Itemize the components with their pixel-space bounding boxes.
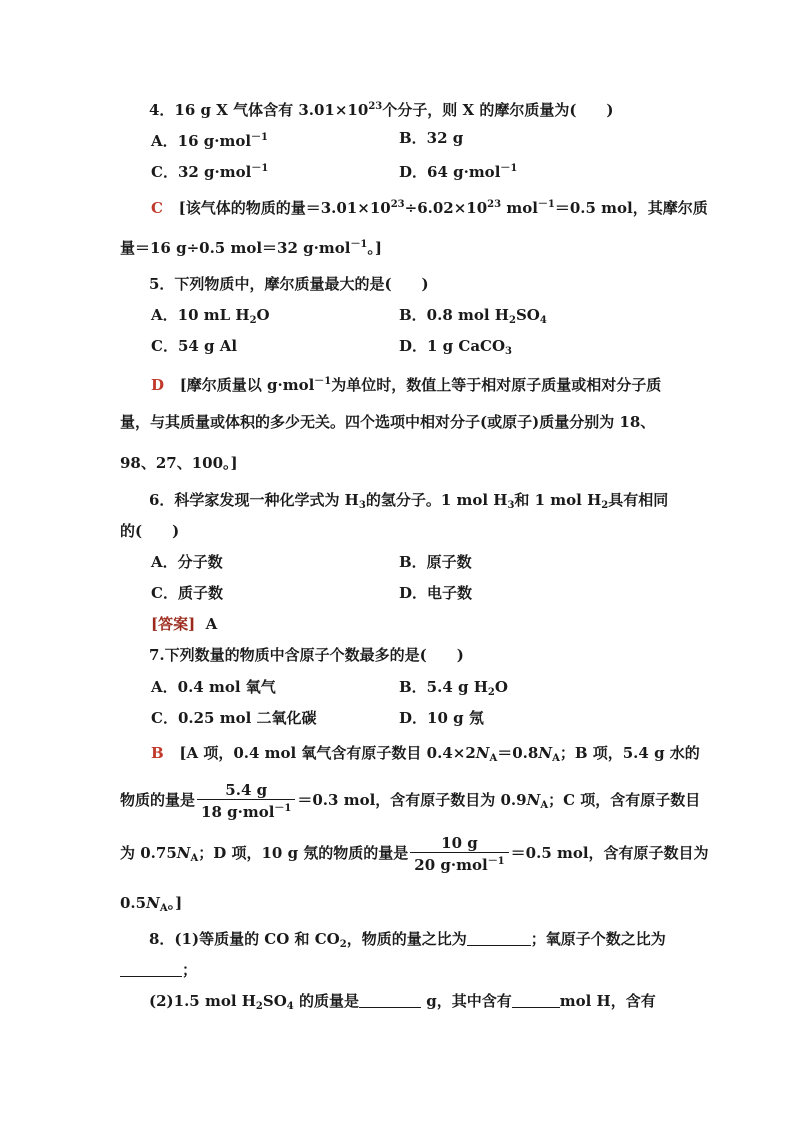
q6-option-a: A．分子数 <box>151 553 223 571</box>
q5-explanation-line1: D [摩尔质量以 g·mol$^{-1}$为单位时，数值上等于相对原子质量或相对分子质 <box>151 376 662 394</box>
q5-explanation-line2: 量，与其质量或体积的多少无关。四个选项中相对分子(或原子)质量分别为 18、 <box>120 413 656 431</box>
q4-option-c: C．32 g·mol$^{-1}$ <box>151 163 269 181</box>
q7-stem: 7.下列数量的物质中含原子个数最多的是( ) <box>149 646 464 664</box>
q8-line2: ； <box>120 960 197 980</box>
q5-option-d: D．1 g CaCO$_3$ <box>399 337 513 357</box>
fraction: $\frac{5.4 g}{18 g\cdot mol^{-1}}$ <box>197 781 295 821</box>
q6-option-d: D．电子数 <box>399 584 473 602</box>
q5-option-a: A．10 mL $H_2O$ <box>151 306 270 326</box>
q4-explanation-line2: 量＝16 g÷0.5 mol＝32 g·mol$^{-1}$。] <box>120 239 383 257</box>
q6-option-c: C．质子数 <box>151 584 223 602</box>
q4-explanation-line1: C [该气体的物质的量$=3.01\times 10^{23}\div 6.02\times 10^{23}$ mol$^{-1}$＝0.5 mol，其摩尔质 <box>151 199 708 217</box>
q7-option-c: C．0.25 mol 二氧化碳 <box>151 709 317 727</box>
q4-stem: 4．16 g X 气体含有 $3.01\times 10^{23}$个分子，则 X 的摩尔质量为( ) <box>149 101 614 119</box>
answer-label: [答案] <box>151 615 196 633</box>
q4-option-a: A．16 g·mol$^{-1}$ <box>151 132 268 150</box>
q8-line1: 8．(1)等质量的 CO 和 $CO_2$，物质的量之比为 ；氧原子个数之比为 <box>149 930 666 950</box>
answer-blank[interactable] <box>512 992 560 1008</box>
q5-explanation-line3: 98、27、100。] <box>120 454 238 472</box>
q7-option-d: D．10 g 氖 <box>399 709 484 727</box>
q6-option-b: B．原子数 <box>399 553 472 571</box>
answer-blank[interactable] <box>467 930 531 946</box>
q4-answer: C <box>151 199 163 217</box>
q7-option-b: B．5.4 g $H_2O$ <box>399 678 508 698</box>
q6-stem-line2: 的( ) <box>120 522 180 540</box>
q5-option-c: C．54 g Al <box>151 337 238 355</box>
q7-explanation-line1: B [A 项，0.4 mol 氧气含有原子数目 $0.4\times 2N_A=0.8N_A$；B 项，5.4 g 水的 <box>151 744 700 764</box>
q7-explanation-line2: 物质的量是 $\frac{5.4 g}{18 g\cdot mol^{-1}}$ ＝0.3 mol，含有原子数目为 $0.9N_A$；C 项，含有原子数目 <box>120 781 701 821</box>
q6-answer: [答案] A <box>151 615 218 633</box>
q8-line3: (2)1.5 mol $H_2SO_4$ 的质量是 g，其中含有 mol H，含有 <box>149 992 656 1012</box>
q4-option-b: B．32 g <box>399 129 464 147</box>
q7-explanation-line3: 为 $0.75N_A$；D 项，10 g 氖的物质的量是 $\frac{10 g}{20 g\cdot mol^{-1}}$ ＝0.5 mol，含有原子数目为 <box>120 834 709 874</box>
q5-option-b: B．0.8 mol $H_2SO_4$ <box>399 306 547 326</box>
q5-stem: 5．下列物质中，摩尔质量最大的是( ) <box>149 275 429 293</box>
answer-blank[interactable] <box>120 961 182 977</box>
q7-explanation-line4: $0.5N_A$。] <box>120 894 183 914</box>
answer-blank[interactable] <box>359 992 421 1008</box>
fraction: $\frac{10 g}{20 g\cdot mol^{-1}}$ <box>410 834 508 874</box>
q7-option-a: A．0.4 mol 氧气 <box>151 678 276 696</box>
q7-answer: B <box>151 744 164 762</box>
q5-answer: D <box>151 376 165 394</box>
q4-option-d: D．64 g·mol$^{-1}$ <box>399 163 518 181</box>
q6-stem-line1: 6．科学家发现一种化学式为 $H_3$的氢分子。1 mol $H_3$和 1 mol $H_2$具有相同 <box>149 491 669 511</box>
